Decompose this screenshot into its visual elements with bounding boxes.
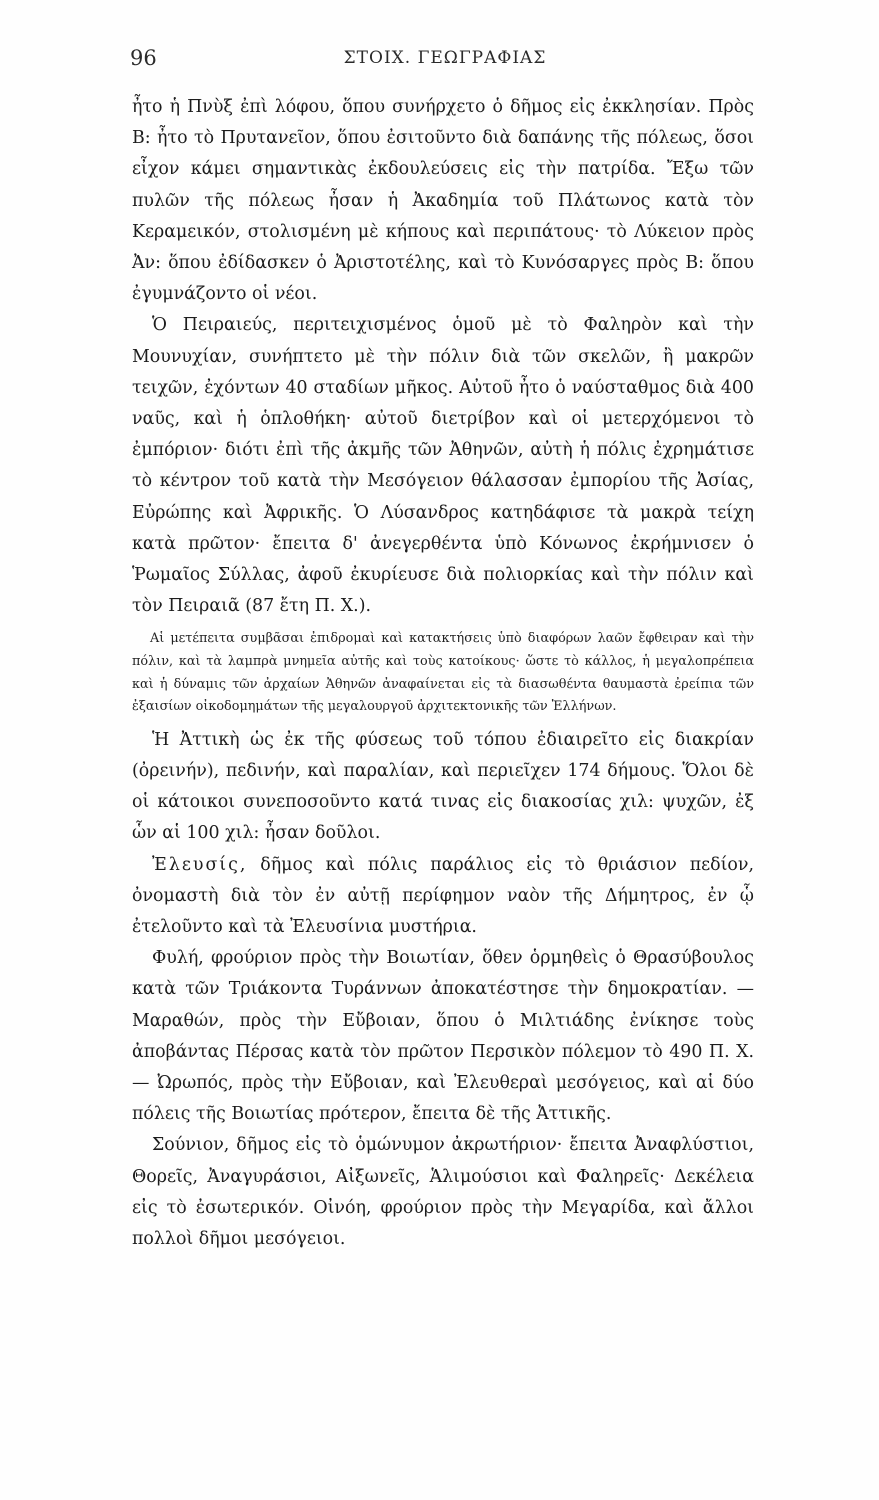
paragraph-phyle-marathon: Φυλή, φρούριον πρὸς τὴν Βοιωτίαν, ὅθεν ὁρμηθεὶς ὁ Θρασύβουλος κατὰ τῶν Τριάκοντα Τυράννων ἀποκατέστησε τὴν δημοκρατίαν. — Μαραθών, πρὸς τὴν Εὔβοιαν, ὅπου ὁ Μιλτιάδης ἐνίκησε τοὺς ἀποβάντας Πέρσας κατὰ τὸν πρῶτον Περσικὸν πόλεμον τὸ 490 Π. Χ. — Ὠρωπός, πρὸς τὴν Εὔβοιαν, καὶ Ἐλευθεραὶ μεσόγειος, καὶ αἱ δύο πόλεις τῆς Βοιωτίας πρότερον, ἔπειτα δὲ τῆς Ἀττικῆς. <box>132 948 754 1125</box>
eleusis-heading: Ἐλευσίς, <box>152 854 248 875</box>
small-print-note: Αἱ μετέπειτα συμβᾶσαι ἐπιδρομαὶ καὶ κατακτήσεις ὑπὸ διαφόρων λαῶν ἔφθειραν καὶ τὴν πόλιν, καὶ τὰ λαμπρὰ μνημεῖα αὐτῆς καὶ τοὺς κατοίκους· ὥστε τὸ κάλλος, ἡ μεγαλοπρέπεια καὶ ἡ δύναμις τῶν ἀρχαίων Ἀθηνῶν ἀναφαίνεται εἰς τὰ διασωθέντα θαυμαστὰ ἐρείπια τῶν ἐξαισίων οἰκοδομημάτων τῆς μεγαλουργοῦ ἀρχιτεκτονικῆς τῶν Ἑλλήνων. <box>132 631 754 715</box>
paragraph-sounion: Σούνιον, δῆμος εἰς τὸ ὁμώνυμον ἀκρωτήριον· ἔπειτα Ἀναφλύστιοι, Θορεῖς, Ἀναγυράσιοι, Αἰξωνεῖς, Ἁλιμούσιοι καὶ Φαληρεῖς· Δεκέλεια εἰς τὸ ἐσωτερικόν. Οἰνόη, φρούριον πρὸς τὴν Μεγαρίδα, καὶ ἄλλοι πολλοὶ δῆμοι μεσόγειοι. <box>132 1135 754 1250</box>
paragraph-piraeus: Ὁ Πειραιεύς, περιτειχισμένος ὁμοῦ μὲ τὸ Φαληρὸν καὶ τὴν Μουνυχίαν, συνήπτετο μὲ τὴν πόλιν διὰ τῶν σκελῶν, ἢ μακρῶν τειχῶν, ἐχόντων 40 σταδίων μῆκος. Αὐτοῦ ἦτο ὁ ναύσταθμος διὰ 400 ναῦς, καὶ ἡ ὁπλοθήκη· αὐτοῦ διετρίβον καὶ οἱ μετερχόμενοι τὸ ἐμπόριον· διότι ἐπὶ τῆς ἀκμῆς τῶν Ἀθηνῶν, αὐτὴ ἡ πόλις ἐχρημάτισε τὸ κέντρον τοῦ κατὰ τὴν Μεσόγειον θάλασσαν ἐμπορίου τῆς Ἀσίας, Εὐρώπης καὶ Ἀφρικῆς. Ὁ Λύσανδρος κατηδάφισε τὰ μακρὰ τείχη κατὰ πρῶτον· ἔπειτα δ' ἀνεγερθέντα ὑπὸ Κόνωνος ἐκρήμνισεν ὁ Ῥωμαῖος Σύλλας, ἀφοῦ ἐκυρίευσε διὰ πολιορκίας καὶ τὴν πόλιν καὶ τὸν Πειραιᾶ (87 ἔτη Π. Χ.). <box>132 315 754 617</box>
running-title: ΣΤΟΙΧ. ΓΕΩΓΡΑΦΙΑΣ <box>343 48 547 68</box>
running-head <box>130 46 760 76</box>
paragraph-attica-divisions: Ἡ Ἀττικὴ ὡς ἐκ τῆς φύσεως τοῦ τόπου ἐδιαιρεῖτο εἰς διακρίαν (ὀρεινήν), πεδινήν, καὶ παραλίαν, καὶ περιεῖχεν 174 δήμους. Ὅλοι δὲ οἱ κάτοικοι συνεποσοῦντο κατά τινας εἰς διακοσίας χιλ: ψυχῶν, ἐξ ὧν αἱ 100 χιλ: ἦσαν δοῦλοι. <box>132 729 754 844</box>
paragraph-eleusis <box>132 850 754 944</box>
eleusis-text: δῆμος καὶ πόλις παράλιος εἰς τὸ θριάσιον πεδίον, ὀνομαστὴ διὰ τὸν ἐν αὐτῇ περίφημον ναὸν τῆς Δήμητρος, ἐν ᾧ ἐτελοῦντο καὶ τὰ Ἐλευσίνια μυστήρια. <box>132 854 754 938</box>
paragraph-pnyx-prytaneion: ἦτο ἡ Πνὺξ ἐπὶ λόφου, ὅπου συνήρχετο ὁ δῆμος εἰς ἐκκλησίαν. Πρὸς Β: ἦτο τὸ Πρυτανεῖον, ὅπου ἐσιτοῦντο διὰ δαπάνης τῆς πόλεως, ὅσοι εἶχον κάμει σημαντικὰς ἐκδουλεύσεις εἰς τὴν πατρίδα. Ἔξω τῶν πυλῶν τῆς πόλεως ἦσαν ἡ Ἀκαδημία τοῦ Πλάτωνος κατὰ τὸν Κεραμεικόν, στολισμένη μὲ κήπους καὶ περιπάτους· τὸ Λύκειον πρὸς Ἀν: ὅπου ἐδίδασκεν ὁ Ἀριστοτέλης, καὶ τὸ Κυνόσαργες πρὸς Β: ὅπου ἐγυμνάζοντο οἱ νέοι. <box>132 97 754 305</box>
page-number: 96 <box>130 46 157 70</box>
body-text <box>132 92 754 1255</box>
